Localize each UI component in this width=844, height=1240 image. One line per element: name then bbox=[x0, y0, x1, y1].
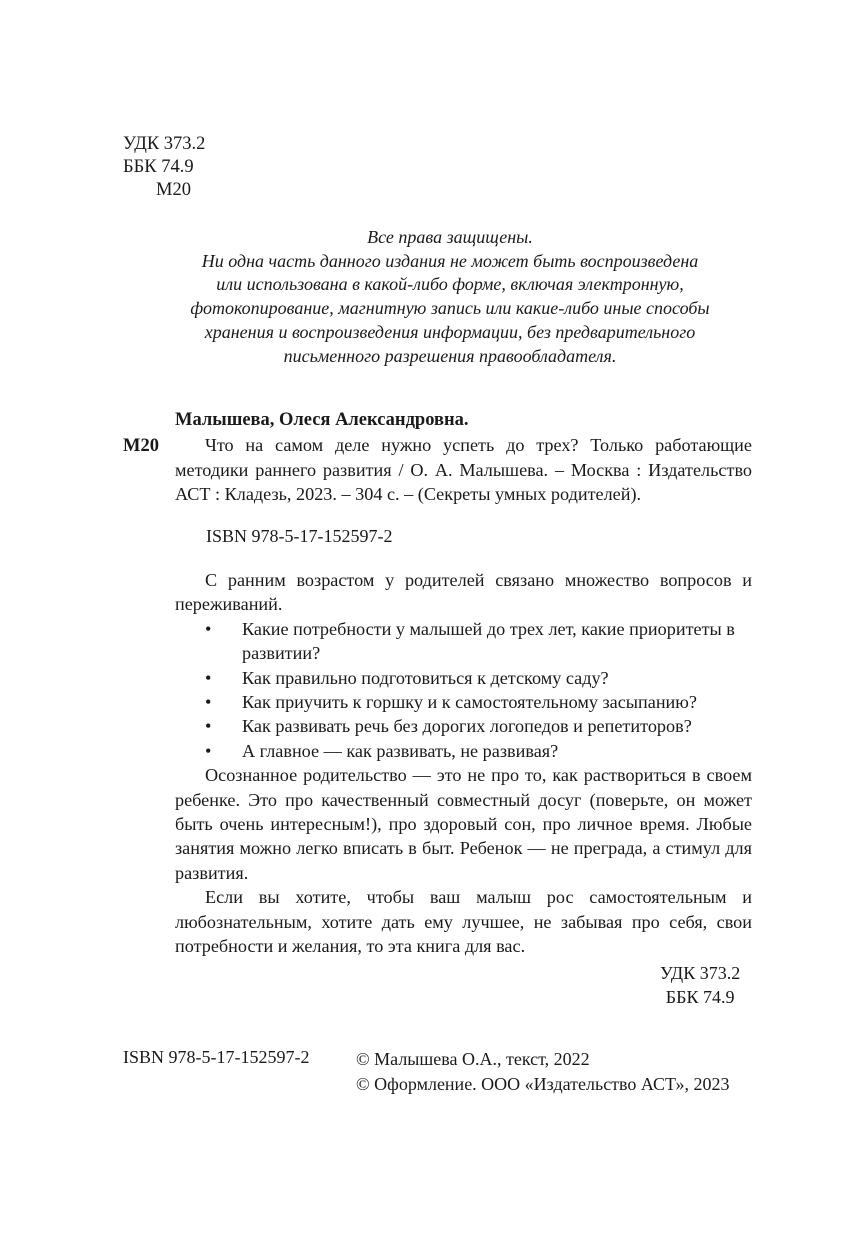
annotation-intro: С ранним возрастом у родителей связано множество вопросов и переживаний. bbox=[175, 570, 752, 615]
bullet-icon: • bbox=[205, 692, 212, 713]
rights-line: или использована в какой-либо форме, включая электронную, bbox=[216, 274, 684, 295]
imprint-isbn: ISBN 978-5-17-152597-2 bbox=[123, 1047, 310, 1067]
rights-line: фотокопирование, магнитную запись или какие-либо иные способы bbox=[190, 298, 710, 319]
bbk-code: ББК 74.9 bbox=[665, 987, 735, 1008]
annotation bbox=[175, 568, 752, 959]
description-text: Что на самом деле нужно успеть до трех? Только работающие методики раннего развития / О. А. Малышева. – Москва : Издательство АСТ : Кладезь, 2023. – 304 с. – (Секреты умных родителей). bbox=[175, 435, 752, 504]
bibliographic-description bbox=[175, 433, 752, 507]
copyright-block bbox=[356, 1047, 730, 1096]
classification-block-top bbox=[123, 133, 205, 202]
rights-notice bbox=[150, 226, 750, 368]
author-mark-bold: М20 bbox=[123, 436, 159, 456]
list-item: • Как правильно подготовиться к детскому саду? bbox=[175, 666, 752, 690]
classification-block-bottom bbox=[660, 961, 740, 1010]
udk-code: УДК 373.2 bbox=[660, 963, 741, 983]
rights-line: Все права защищены. bbox=[367, 227, 533, 247]
author-mark: М20 bbox=[156, 180, 191, 200]
list-item: • Как приучить к горшку и к самостоятельному засыпанию? bbox=[175, 690, 752, 714]
bullet-icon: • bbox=[205, 618, 212, 639]
isbn: ISBN 978-5-17-152597-2 bbox=[206, 526, 393, 546]
list-item: • Какие потребности у малышей до трех лет, какие приоритеты в развитии? bbox=[205, 618, 735, 664]
bullet-icon: • bbox=[205, 716, 212, 737]
annotation-paragraph: Осознанное родительство — это не про то, как раствориться в своем ребенке. Это про качественный совместный досуг (поверьте, он может быть очень интересным!), про здоровый сон, про личное время. Любые занятия можно легко вписать в быт. Ребенок — не преграда, а стимул для развития. bbox=[175, 765, 752, 883]
rights-line: Ни одна часть данного издания не может быть воспроизведена bbox=[201, 250, 699, 271]
bullet-icon: • bbox=[205, 740, 212, 761]
list-item: • Как развивать речь без дорогих логопедов и репетиторов? bbox=[175, 714, 752, 738]
list-item: • А главное — как развивать, не развивая? bbox=[175, 739, 752, 763]
copyright-design: © Оформление. ООО «Издательство АСТ», 2023 bbox=[356, 1073, 730, 1094]
author-heading: Малышева, Олеся Александровна. bbox=[175, 410, 469, 430]
rights-line: хранения и воспроизведения информации, без предварительного bbox=[204, 321, 696, 342]
rights-line: письменного разрешения правообладателя. bbox=[283, 345, 617, 366]
udk-code: УДК 373.2 bbox=[123, 134, 206, 154]
bbk-code: ББК 74.9 bbox=[123, 157, 194, 177]
copyright-text: © Малышева О.А., текст, 2022 bbox=[356, 1049, 590, 1069]
bullet-icon: • bbox=[205, 667, 212, 688]
annotation-paragraph: Если вы хотите, чтобы ваш малыш рос самостоятельным и любознательным, хотите дать ему лучшее, не забывая про себя, свои потребности и желания, то эта книга для вас. bbox=[175, 887, 752, 957]
questions-list bbox=[175, 617, 752, 763]
